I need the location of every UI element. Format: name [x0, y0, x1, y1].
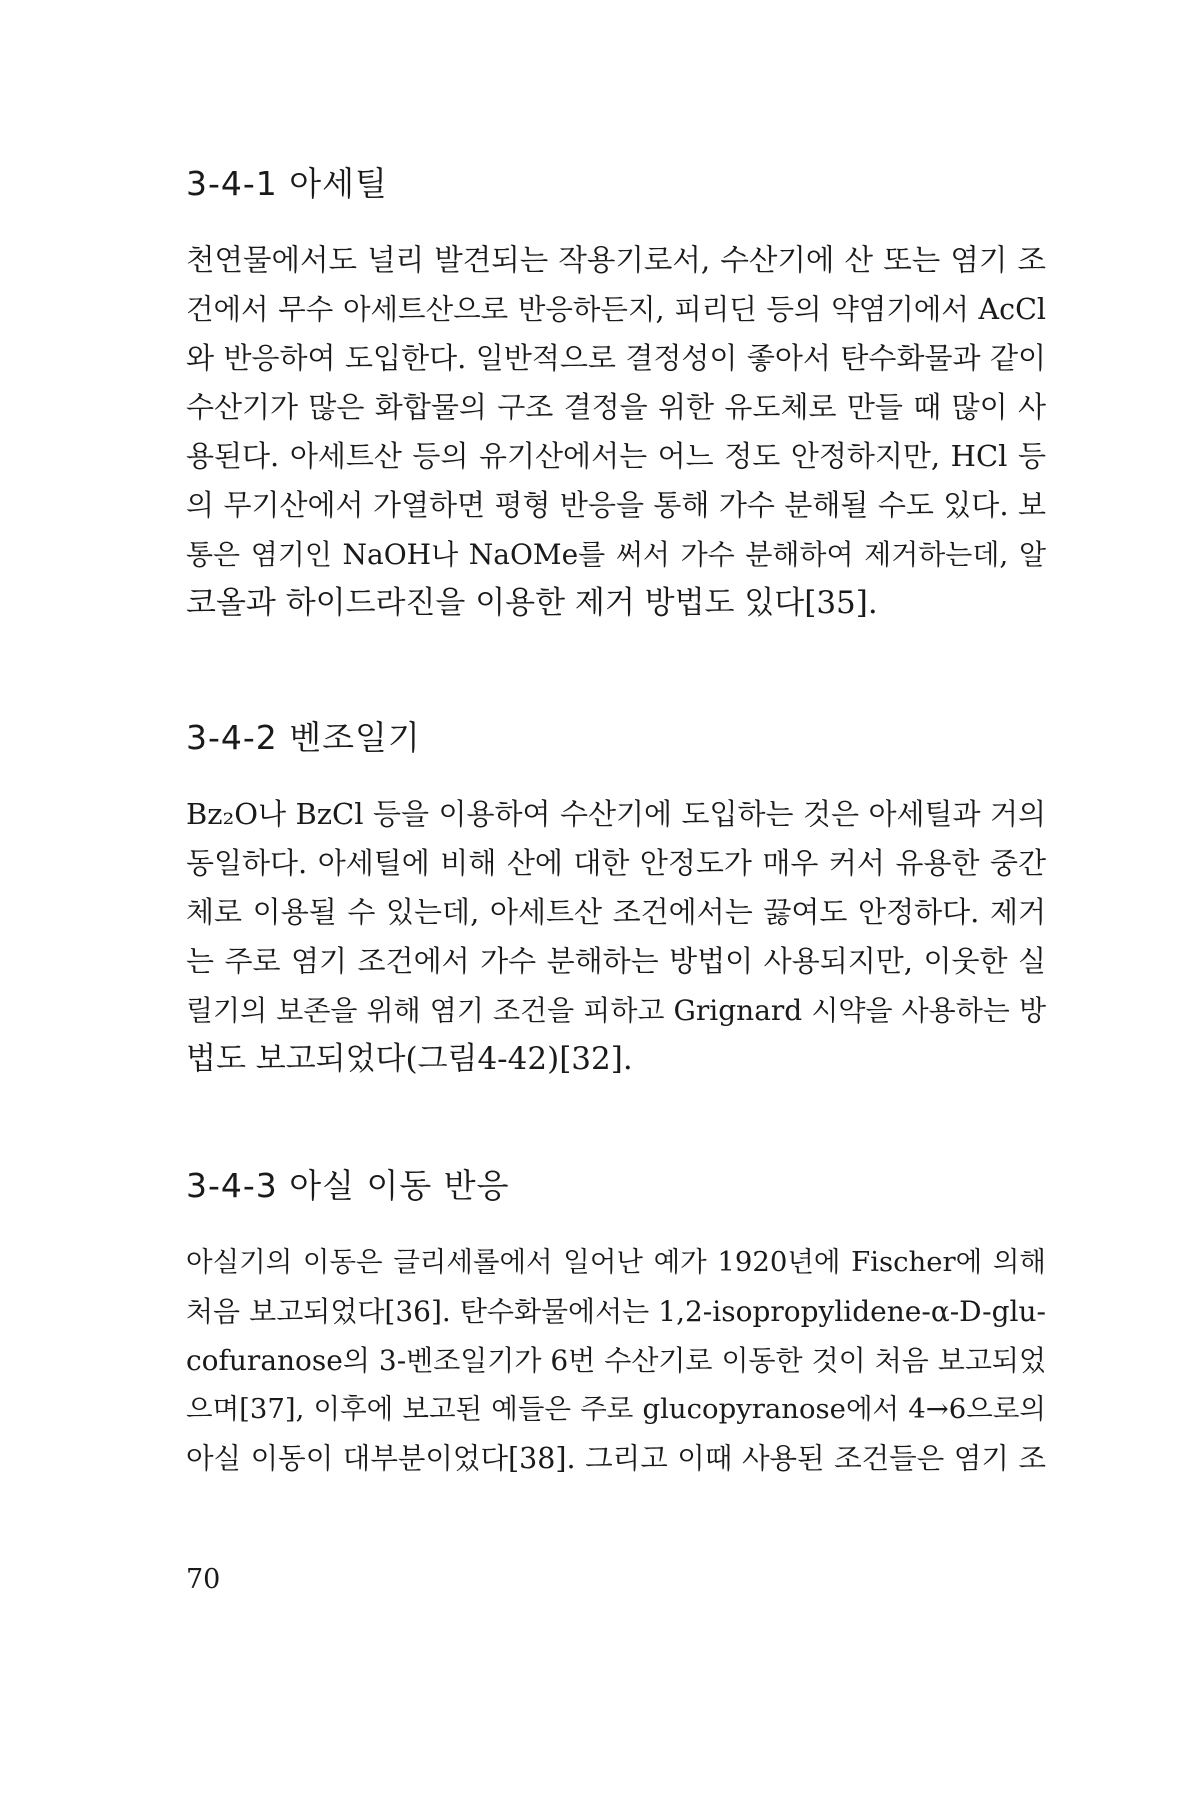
section-heading-acetyl: 3-4-1 아세틸 [186, 164, 388, 203]
paragraph-line: 는 주로 염기 조건에서 가수 분해하는 방법이 사용되지만, 이웃한 실 [186, 944, 1046, 978]
paragraph-line: 의 무기산에서 가열하면 평형 반응을 통해 가수 분해될 수도 있다. 보 [186, 488, 1046, 522]
paragraph-line: 으며[37], 이후에 보고된 예들은 주로 glucopyranose에서 4→6으로의 [186, 1393, 1046, 1425]
section-paragraph-benzoyl [186, 790, 1046, 1084]
paragraph-line: 아실 이동이 대부분이었다[38]. 그리고 이때 사용된 조건들은 염기 조 [186, 1442, 1046, 1475]
paragraph-line: 수산기가 많은 화합물의 구조 결정을 위한 유도체로 만들 때 많이 사 [186, 390, 1046, 424]
section-paragraph-acetyl [186, 236, 1046, 628]
paragraph-line: 천연물에서도 널리 발견되는 작용기로서, 수산기에 산 또는 염기 조 [186, 243, 1046, 277]
paragraph-line: Bz₂O나 BzCl 등을 이용하여 수산기에 도입하는 것은 아세틸과 거의 [186, 797, 1046, 831]
page-number: 70 [186, 1564, 221, 1595]
paragraph-line: cofuranose의 3-벤조일기가 6번 수산기로 이동한 것이 처음 보고되었 [186, 1344, 1046, 1377]
paragraph-line: 체로 이용될 수 있는데, 아세트산 조건에서는 끓여도 안정하다. 제거 [186, 895, 1046, 929]
paragraph-line: 건에서 무수 아세트산으로 반응하든지, 피리딘 등의 약염기에서 AcCl [186, 293, 1046, 326]
paragraph-line: 아실기의 이동은 글리세롤에서 일어난 예가 1920년에 Fischer에 의해 [186, 1246, 1046, 1278]
paragraph-line: 코올과 하이드라진을 이용한 제거 방법도 있다[35]. [186, 585, 878, 621]
paragraph-line: 와 반응하여 도입한다. 일반적으로 결정성이 좋아서 탄수화물과 같이 [186, 341, 1046, 375]
section-heading-benzoyl: 3-4-2 벤조일기 [186, 718, 421, 757]
paragraph-line: 용된다. 아세트산 등의 유기산에서는 어느 정도 안정하지만, HCl 등 [186, 439, 1046, 473]
section-paragraph-acyl-migration [186, 1238, 1046, 1483]
paragraph-line: 통은 염기인 NaOH나 NaOMe를 써서 가수 분해하여 제거하는데, 알 [186, 538, 1046, 571]
section-heading-acyl-migration: 3-4-3 아실 이동 반응 [186, 1166, 510, 1205]
paragraph-line: 동일하다. 아세틸에 비해 산에 대한 안정도가 매우 커서 유용한 중간 [186, 846, 1046, 880]
paragraph-line: 처음 보고되었다[36]. 탄수화물에서는 1,2-isopropylidene-α-D-glu- [186, 1295, 1046, 1328]
paragraph-line: 법도 보고되었다(그림4-42)[32]. [186, 1041, 633, 1077]
paragraph-line: 릴기의 보존을 위해 염기 조건을 피하고 Grignard 시약을 사용하는 방 [186, 994, 1046, 1027]
